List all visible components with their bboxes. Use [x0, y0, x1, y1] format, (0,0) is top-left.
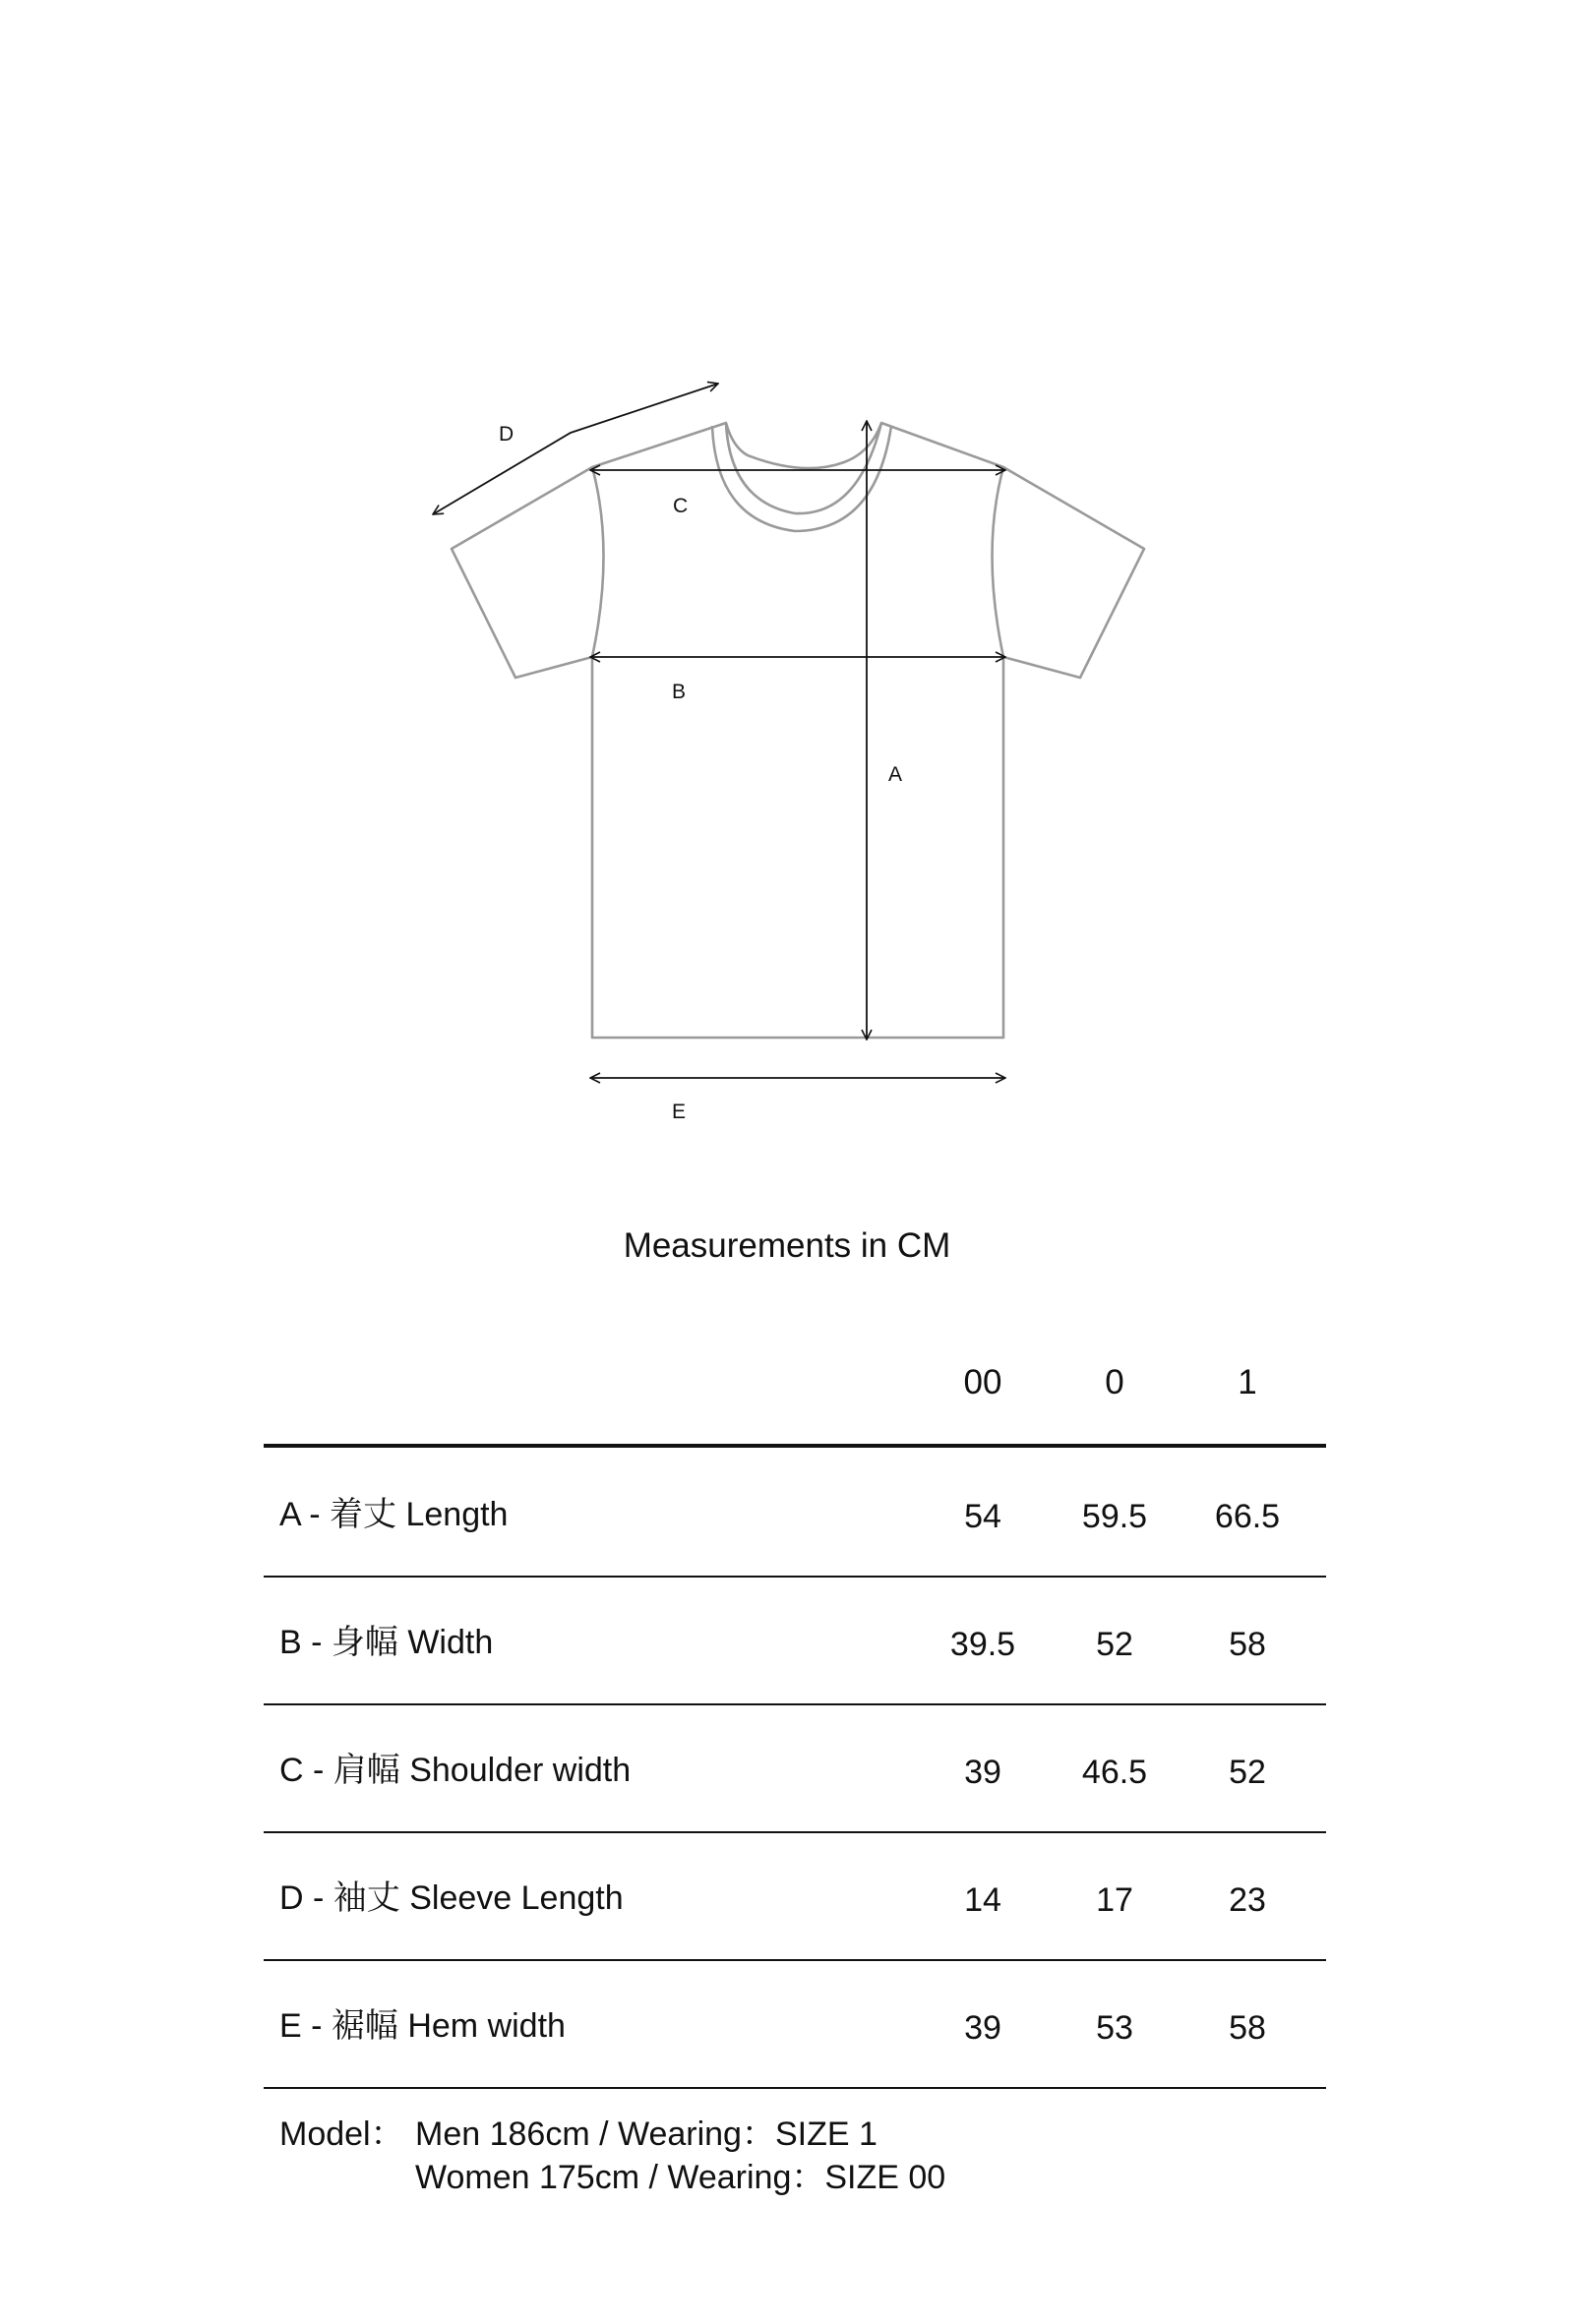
- size-header-1: 1: [1238, 1363, 1257, 1401]
- row-label: C - 肩幅 Shoulder width: [279, 1752, 632, 1789]
- cell-size-1: 52: [1229, 1754, 1266, 1791]
- cell-size-00: 14: [964, 1881, 1001, 1919]
- model-label-spacer: [279, 2156, 415, 2199]
- label-d: D: [499, 423, 515, 446]
- cell-size-0: 52: [1096, 1626, 1133, 1663]
- cell-size-00: 39: [964, 2009, 1001, 2047]
- model-label: Model：: [279, 2115, 404, 2153]
- table-row-sleeve-length: [264, 1831, 1326, 1961]
- table-row-shoulder-width: [264, 1703, 1326, 1833]
- cell-size-0: 59.5: [1081, 1498, 1148, 1535]
- table-row-length: [264, 1448, 1326, 1578]
- row-label: B - 身幅 Width: [279, 1624, 494, 1661]
- label-a: A: [888, 763, 903, 786]
- tshirt-outline: [452, 423, 1144, 1038]
- label-c: C: [673, 495, 689, 517]
- model-info: [279, 2113, 945, 2199]
- cell-size-1: 58: [1229, 1626, 1266, 1663]
- model-women-info: Women 175cm / Wearing：SIZE 00: [415, 2159, 946, 2196]
- tshirt-body-outline: [452, 423, 1144, 1038]
- model-men-info: Men 186cm / Wearing：SIZE 1: [415, 2115, 878, 2153]
- size-header-00: 00: [963, 1363, 1002, 1401]
- row-label: D - 袖丈 Sleeve Length: [279, 1879, 624, 1917]
- cell-size-00: 39.5: [949, 1626, 1016, 1663]
- neck-rib-outer: [712, 426, 891, 531]
- row-label: A - 着丈 Length: [279, 1496, 509, 1533]
- table-row-hem-width: [264, 1959, 1326, 2089]
- measurements-caption: Measurements in CM: [623, 1226, 951, 1265]
- cell-size-00: 39: [964, 1754, 1001, 1791]
- row-label: E - 裾幅 Hem width: [279, 2007, 566, 2045]
- cell-size-00: 54: [964, 1498, 1001, 1535]
- label-b: B: [672, 681, 687, 703]
- left-armhole-seam: [592, 467, 604, 657]
- cell-size-0: 17: [1096, 1881, 1133, 1919]
- label-e: E: [672, 1101, 687, 1123]
- cell-size-1: 58: [1229, 2009, 1266, 2047]
- tshirt-measurement-diagram: [0, 0, 1574, 1141]
- right-armhole-seam: [993, 467, 1004, 657]
- table-row-width: [264, 1576, 1326, 1705]
- cell-size-0: 46.5: [1081, 1754, 1148, 1791]
- size-header-0: 0: [1105, 1363, 1124, 1401]
- cell-size-0: 53: [1096, 2009, 1133, 2047]
- measurement-arrows: [433, 384, 1005, 1078]
- cell-size-1: 23: [1229, 1881, 1266, 1919]
- cell-size-1: 66.5: [1214, 1498, 1281, 1535]
